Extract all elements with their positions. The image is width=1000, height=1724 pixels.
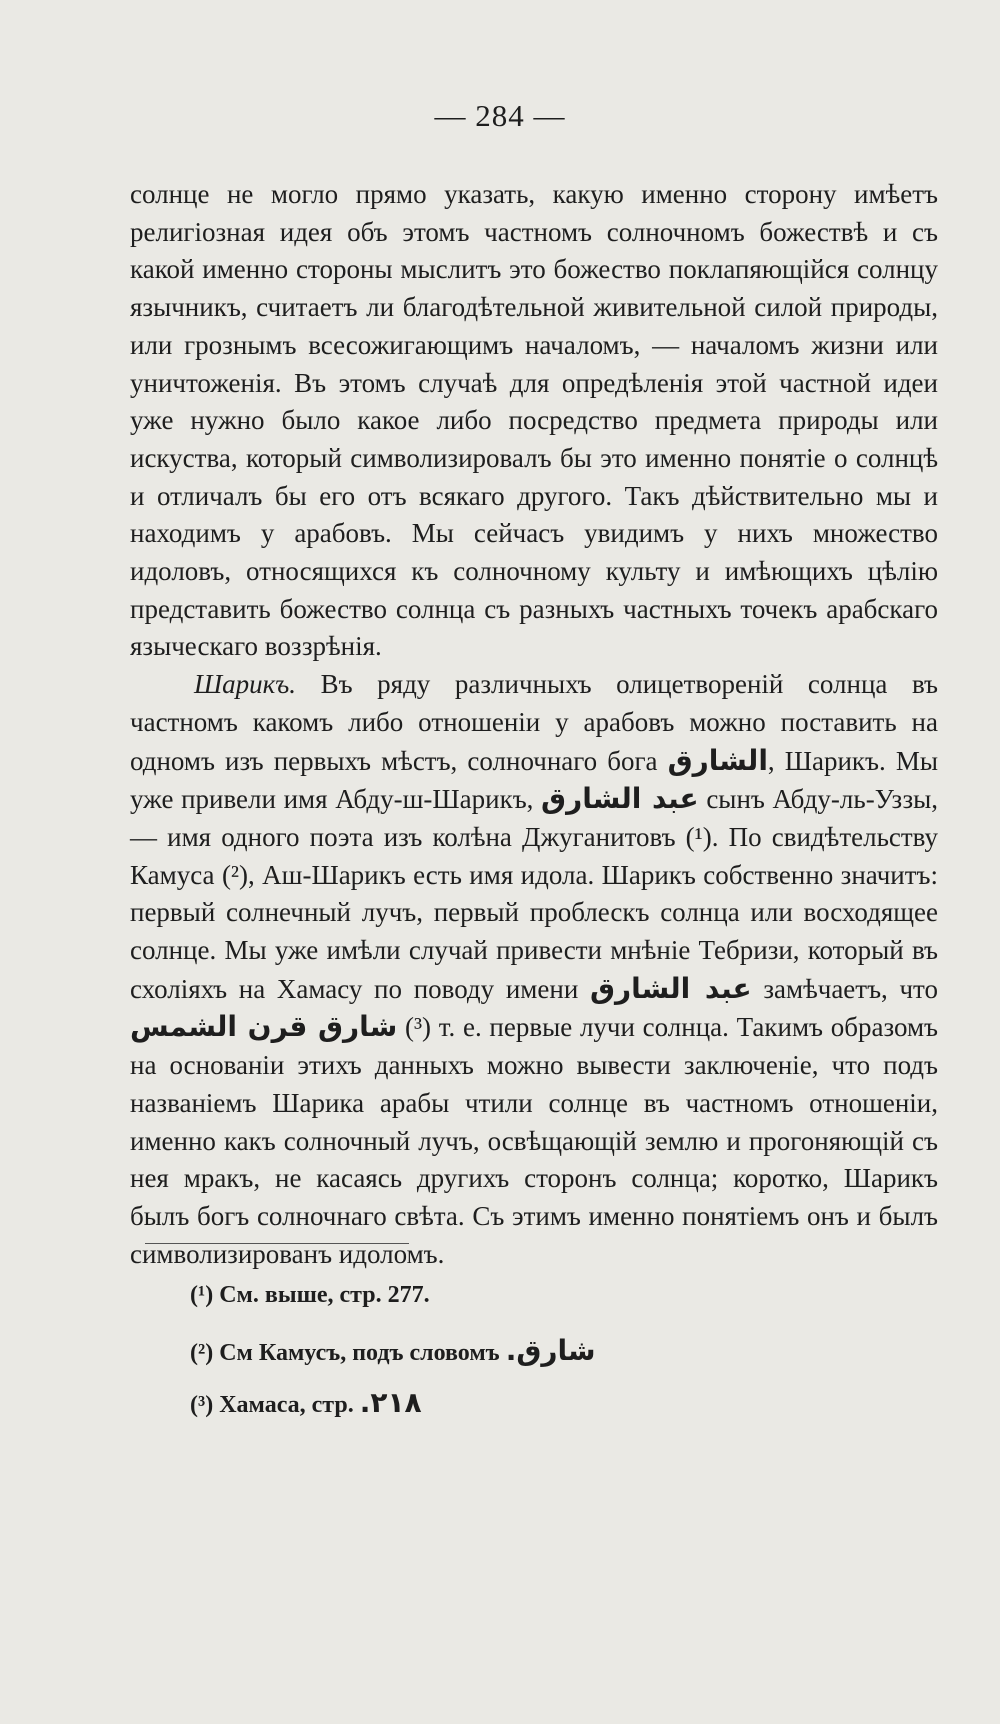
text-segment: замѣчаетъ, что [751, 973, 939, 1004]
footnote-text: См Камусъ, подъ словомъ [219, 1340, 500, 1366]
footnote-text: См. выше, стр. 277. [219, 1282, 430, 1308]
text-segment: . По свидѣтельству Камуса [130, 821, 938, 890]
footnote-mark: (³) [190, 1392, 214, 1418]
main-text [130, 176, 938, 1273]
footnote-mark: (¹) [190, 1282, 214, 1308]
arabic-word: عبد الشارق [541, 782, 699, 816]
footnote-divider [145, 1243, 409, 1244]
paragraph-2 [130, 666, 938, 1273]
paragraph-1: солнце не могло прямо указать, какую именно сторону имѣетъ религіозная идея объ этомъ частномъ солночномъ божествѣ и съ какой именно стороны мыслитъ это божество поклапяющійся солнцу язычникъ, считаетъ ли благодѣтельной живительной силой природы, или грознымъ всесожигающимъ началомъ, — началомъ жизни или уничтоженія. Въ этомъ случаѣ для опредѣленія этой частной идеи уже нужно было какое либо посредство предмета природы или искуства, который символизировалъ бы это именно понятіе о солнцѣ и отличалъ бы его отъ всякаго другого. Такъ дѣйствительно мы и находимъ у арабовъ. Мы сейчасъ увидимъ у нихъ множество идоловъ, относящихся къ солночному культу и имѣющихъ цѣлію представить божество солнца съ разныхъ частныхъ точекъ арабскаго языческаго воззрѣнія. [130, 179, 938, 662]
footnote-arabic: ٢١٨. [359, 1386, 422, 1419]
footnote-ref-2[interactable]: (²) [221, 859, 249, 890]
footnote-text: Хамаса, стр. [219, 1392, 354, 1418]
text-segment: Въ ряду различныхъ олицетвореній солнца въ частномъ какомъ либо отношеніи у арабовъ можно поставить на одномъ изъ первыхъ мѣстъ, солночнаго бога [130, 669, 938, 776]
footnote-2 [190, 1334, 596, 1367]
text-segment: , Шарикъ. Мы уже привели имя Абду-ш-Шарикъ, [130, 745, 938, 815]
arabic-word: عبد الشارق [589, 971, 752, 1005]
footnote-mark: (²) [190, 1340, 214, 1366]
footnote-1 [190, 1282, 430, 1309]
footnote-ref-3[interactable]: (³) [404, 1012, 432, 1043]
section-title: Шарикъ. [194, 669, 297, 700]
footnote-arabic: شارق. [505, 1334, 596, 1367]
arabic-word: الشارق [667, 743, 768, 777]
text-segment: т. е. первые лучи солнца. Такимъ образомъ на основаніи этихъ данныхъ можно вывести заключеніе, что подъ названіемъ Шарика арабы чтили солнце въ частномъ отношеніи, именно какъ солночный лучъ, освѣщающій землю и прогоняющій съ нея мракъ, не касаясь другихъ сторонъ солнца; коротко, Шарикъ былъ богъ солночнаго свѣта. Съ этимъ именно понятіемъ онъ и былъ символизированъ идоломъ. [130, 1012, 938, 1269]
text-segment: , Аш-Шарикъ есть имя идола. Шарикъ собственно значитъ: первый солнечный лучъ, первый проблескъ солнца или восходящее солнце. Мы уже имѣли случай привести мнѣніе Тебризи, который въ схоліяхъ на Хамасу по поводу имени [130, 859, 938, 1004]
footnote-ref-1[interactable]: (¹) [685, 821, 712, 852]
text-segment: сынъ Абду-ль-Уззы, — имя одного поэта изъ колѣна Джуганитовъ [130, 784, 938, 852]
footnote-3 [190, 1386, 422, 1419]
arabic-phrase: شارق قرن الشمس [130, 1010, 398, 1044]
page-number: — 284 — [434, 98, 566, 133]
